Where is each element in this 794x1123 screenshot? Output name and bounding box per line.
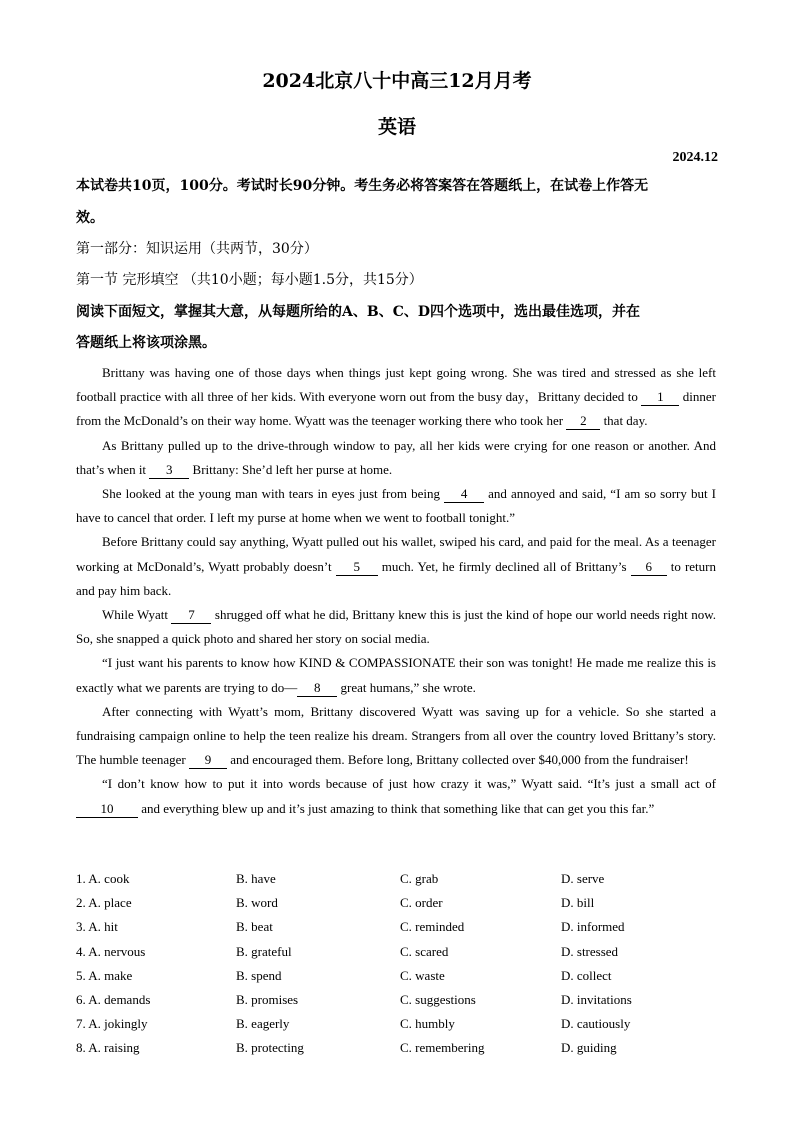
option-c: C. scared bbox=[400, 943, 449, 959]
option-b: B. promises bbox=[236, 991, 299, 1007]
option-row bbox=[76, 915, 716, 939]
option-a: 2. A. place bbox=[76, 895, 132, 911]
paragraph: “I don’t know how to put it into words because of just how crazy it was,” Wyatt said. “It’s just a small act of 10 and everything blew up and it’s just amazing to think that something like that can get you this far.” bbox=[76, 772, 716, 820]
option-row bbox=[76, 988, 716, 1012]
option-a: 6. A. demands bbox=[76, 991, 151, 1007]
paragraph: “I just want his parents to know how KIND & COMPASSIONATE their son was tonight! He made me realize this is exactly what we parents are trying to do— 8 great humans,” she wrote. bbox=[76, 655, 716, 695]
option-row bbox=[76, 1036, 716, 1060]
option-b: B. spend bbox=[236, 967, 282, 983]
directions-line-1: 阅读下面短文，掌握其大意，从每题所给的A、B、C、D四个选项中，选出最佳选项，并在 bbox=[76, 304, 640, 320]
option-row bbox=[76, 867, 716, 891]
option-a: 5. A. make bbox=[76, 967, 133, 983]
option-c: C. grab bbox=[400, 871, 439, 886]
blank-7: 7 bbox=[171, 606, 211, 624]
option-d: D. bill bbox=[561, 895, 595, 911]
option-d: D. informed bbox=[561, 919, 625, 935]
paragraph: She looked at the young man with tears in eyes just from being 4 and annoyed and said, “I am so sorry but I have to cancel that order. I left my purse at home when we went to football tonight.” bbox=[76, 486, 716, 526]
answer-options bbox=[76, 867, 716, 1061]
option-row bbox=[76, 940, 716, 964]
instructions-line-1: 本试卷共10页，100分。考试时长90分钟。考生务必将答案答在答题纸上，在试卷上作答无 bbox=[76, 178, 649, 194]
option-b: B. protecting bbox=[236, 1040, 304, 1056]
option-d: D. guiding bbox=[561, 1040, 617, 1056]
option-b: B. beat bbox=[236, 919, 273, 935]
blank-8: 8 bbox=[297, 679, 337, 697]
section-heading: 第一节 完形填空 （共10小题；每小题1.5分，共15分） bbox=[76, 272, 423, 288]
exam-date: 2024.12 bbox=[672, 150, 718, 165]
paragraph: As Brittany pulled up to the drive-through window to pay, all her kids were crying for one reason or another. And that’s when it 3 Brittany: She’d left her purse at home. bbox=[76, 437, 716, 477]
option-a: 1. A. cook bbox=[76, 871, 130, 886]
option-a: 3. A. hit bbox=[76, 919, 118, 935]
option-d: D. cautiously bbox=[561, 1016, 631, 1032]
option-a: 7. A. jokingly bbox=[76, 1016, 148, 1032]
blank-2: 2 bbox=[566, 412, 600, 430]
option-row bbox=[76, 891, 716, 915]
part-heading: 第一部分：知识运用（共两节，30分） bbox=[76, 241, 318, 257]
option-c: C. waste bbox=[400, 967, 445, 983]
option-row bbox=[76, 964, 716, 988]
blank-5: 5 bbox=[336, 558, 378, 576]
option-c: C. remembering bbox=[400, 1040, 485, 1056]
exam-title: 2024北京八十中高三12月月考 bbox=[262, 70, 532, 92]
option-b: B. have bbox=[236, 871, 276, 886]
option-d: D. invitations bbox=[561, 991, 632, 1007]
option-c: C. humbly bbox=[400, 1016, 455, 1032]
option-c: C. order bbox=[400, 895, 443, 911]
blank-6: 6 bbox=[631, 558, 667, 576]
option-c: C. reminded bbox=[400, 919, 465, 935]
option-d: D. collect bbox=[561, 967, 612, 983]
instructions-line-2: 效。 bbox=[76, 210, 104, 226]
subject-title: 英语 bbox=[377, 116, 416, 138]
cloze-passage bbox=[76, 361, 716, 821]
paragraph: Before Brittany could say anything, Wyatt pulled out his wallet, swiped his card, and paid for the meal. As a teenager working at McDonald’s, Wyatt probably doesn’t 5 much. Yet, he firmly declined all of Brittany’s 6 to return and pay him back. bbox=[76, 534, 716, 598]
option-b: B. eagerly bbox=[236, 1016, 290, 1032]
option-a: 8. A. raising bbox=[76, 1040, 140, 1056]
paragraph: Brittany was having one of those days when things just kept going wrong. She was tired and stressed as she left football practice with all three of her kids. With everyone worn out from the busy day，Brittany decided to 1 dinner from the McDonald’s on their way home. Wyatt was the teenager working there who took her 2 that day. bbox=[76, 365, 716, 429]
option-b: B. word bbox=[236, 895, 278, 911]
option-row bbox=[76, 1012, 716, 1036]
blank-4: 4 bbox=[444, 485, 484, 503]
directions-line-2: 答题纸上将该项涂黑。 bbox=[76, 335, 216, 351]
blank-9: 9 bbox=[189, 751, 227, 769]
option-c: C. suggestions bbox=[400, 991, 476, 1007]
option-b: B. grateful bbox=[236, 943, 292, 959]
option-d: D. serve bbox=[561, 871, 605, 886]
option-d: D. stressed bbox=[561, 943, 619, 959]
option-a: 4. A. nervous bbox=[76, 943, 146, 959]
blank-1: 1 bbox=[641, 388, 679, 406]
blank-10: 10 bbox=[76, 800, 138, 818]
blank-3: 3 bbox=[149, 461, 189, 479]
paragraph: While Wyatt 7 shrugged off what he did, Brittany knew this is just the kind of hope our world needs right now. So, she snapped a quick photo and shared her story on social media. bbox=[76, 607, 716, 647]
paragraph: After connecting with Wyatt’s mom, Brittany discovered Wyatt was saving up for a vehicle. So she started a fundraising campaign online to help the teen realize his dream. Strangers from all over the country loved Brittany’s story. The humble teenager 9 and encouraged them. Before long, Brittany collected over $40,000 from the fundraiser! bbox=[76, 703, 716, 768]
